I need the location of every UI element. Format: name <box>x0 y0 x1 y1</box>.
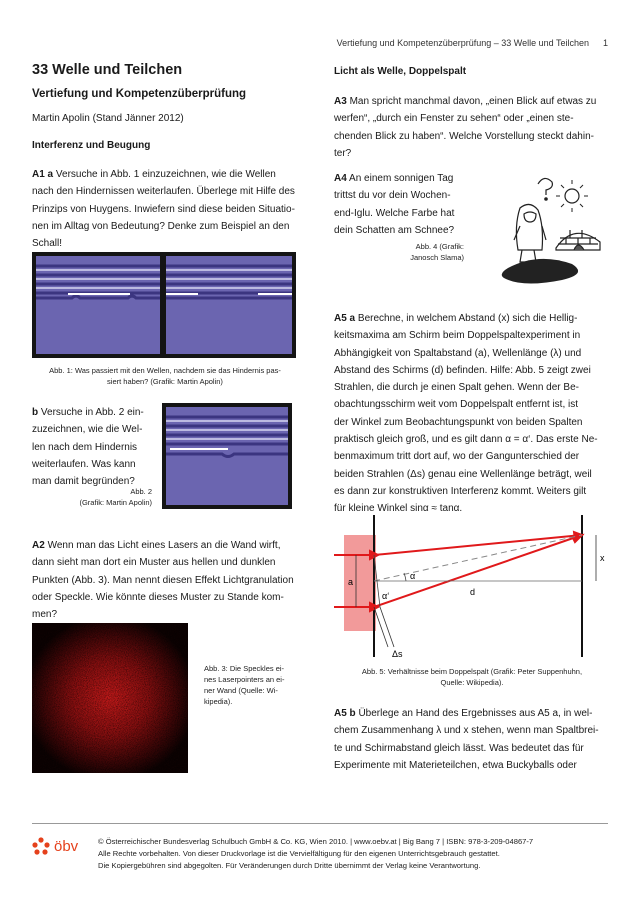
speckle-graphic <box>32 623 188 773</box>
running-header <box>337 38 608 48</box>
figure-5-double-slit <box>334 515 610 660</box>
figure-1-caption: Abb. 1: Was passiert mit den Wellen, nachdem sie das Hindernis pas- siert haben? (Grafik: Martin Apolin) <box>49 366 281 386</box>
figure-1-waves <box>32 252 296 358</box>
page-title: 33 Welle und Teilchen <box>32 62 183 78</box>
author-line: Martin Apolin (Stand Jänner 2012) <box>32 113 184 124</box>
label-d: d <box>470 587 476 597</box>
task-a5a: A5 a Berechne, in welchem Abstand (x) sich die Hellig- keitsmaxima am Schirm beim Doppelspaltexperiment in Abhängigkeit von Spaltabstand (a), Wellenlänge (λ) und Abstand des Schirms (d) befinden. Hilfe: Abb. 5 zeigt zwei Strahlen, die durch je einen Spalt gehen. Wenn der Be- obachtungsschirm weit vom Doppelspalt entfernt ist, ist der Winkel zum Beobachtungspunkt von beiden Spalten praktisch gleich groß, und es gilt dann α = α‘. Das erste Ne- benmaximum tritt dort auf, wo der Gangunterschied der beiden Strahlen (Δs) genau eine Wellenlänge beträgt, weil es dann zur konstruktiven Interferenz kommt. Weiters gilt für kleine Winkel sinα ≈ tanα. <box>334 313 598 515</box>
page-number: 1 <box>602 38 608 48</box>
section-heading-light: Licht als Welle, Doppelspalt <box>334 66 467 77</box>
label-delta-s: Δs <box>392 649 403 659</box>
double-slit-diagram <box>334 515 610 660</box>
logo-mark-icon <box>32 836 88 856</box>
logo-text: öbv <box>54 838 79 855</box>
figure-5-caption: Abb. 5: Verhältnisse beim Doppelspalt (Grafik: Peter Suppenhuhn, Quelle: Wikipedia). <box>361 667 583 687</box>
footer-copyright: © Österreichischer Bundesverlag Schulbuch GmbH & Co. KG, Wien 2010. | www.oebv.at | Big Bang 7 | ISBN: 978-3-209-04867-7 Alle Rechte vorbehalten. Von dieser Druckvorlage ist die Vervielfältigung für den eigenen Unterrichtsgebrauch gestattet. Die Kopiergebühren sind abgegolten. Für Veränderungen durch Dritte übernimmt der Verlag keine Verantwortung. <box>98 837 534 870</box>
figure-1-graphic <box>32 252 296 358</box>
cartoon-graphic <box>486 168 610 296</box>
task-a5b: A5 b Überlege an Hand des Ergebnisses aus A5 a, in wel- chem Zusammenhang λ und x stehen, wenn man Spaltbrei- te und Schirmabstand gleich lässt. Was bedeutet das für Experimente mit Materieteilchen, etwa Buckyballs oder <box>334 708 599 771</box>
page-subtitle: Vertiefung und Kompetenzüberprüfung <box>32 88 247 100</box>
figure-2-waves <box>162 403 292 509</box>
label-a: a <box>348 577 354 587</box>
task-a3: A3 Man spricht manchmal davon, „einen Blick auf etwas zu werfen“, „durch ein Fenster zu sehen“ oder „einen ste- chenden Blick zu haben“. Welche Vorstellung steckt dahin- ter? <box>334 96 597 159</box>
figure-4-cartoon <box>486 168 610 296</box>
task-a1a: A1 a Versuche in Abb. 1 einzuzeichnen, wie die Wellen nach den Hindernissen weiterlaufen. Überlege mit Hilfe des Prinzips von Huygens. Inwiefern sind diese beiden Situatio- nen im Alltag von Bedeutung? Denke zum Beispiel an den Schall! <box>32 169 295 250</box>
label-alpha: α <box>410 571 416 581</box>
task-a2: A2 Wenn man das Licht eines Lasers an die Wand wirft, dann sieht man dort ein Muster aus hellen und dunklen Punkten (Abb. 3). Man nennt diesen Effekt Lichtgranulation oder Speckle. Wie könnte dieses Muster zu Stande kom- men? <box>32 540 294 621</box>
figure-2-graphic <box>162 403 292 509</box>
running-title: Vertiefung und Kompetenzüberprüfung – 33 Welle und Teilchen <box>336 38 589 48</box>
footer-rule <box>32 823 608 824</box>
label-alpha-prime: α‘ <box>382 591 390 601</box>
task-a4: A4 An einem sonnigen Tag trittst du vor dein Wochen- end-Iglu. Welche Farbe hat dein Schatten am Schnee? <box>334 173 455 236</box>
figure-3-speckle <box>32 623 188 773</box>
section-heading-interference: Interferenz und Beugung <box>32 140 151 151</box>
task-a1b: b Versuche in Abb. 2 ein- zuzeichnen, wie die Wel- len nach dem Hindernis weiterlaufen. Was kann man damit begründen? <box>32 407 144 488</box>
oebv-logo <box>32 836 88 861</box>
figure-2-caption: Abb. 2 (Grafik: Martin Apolin) <box>79 487 152 507</box>
label-x: x <box>600 553 605 563</box>
figure-4-caption: Abb. 4 (Grafik: Janosch Slama) <box>410 242 464 262</box>
figure-3-caption: Abb. 3: Die Speckles ei- nes Laserpointers an ei- ner Wand (Quelle: Wi- kipedia). <box>204 664 285 706</box>
